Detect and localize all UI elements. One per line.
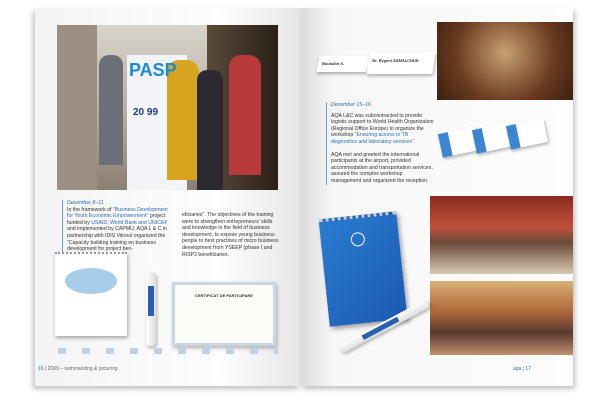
workshop-photo-2 <box>430 281 573 355</box>
right-page-number: 17 <box>525 366 531 372</box>
reception-photo <box>437 22 573 100</box>
right-footer: aqa | 17 <box>513 366 531 372</box>
right-date: December 15–16 <box>331 102 371 108</box>
footer-brand: aqa <box>513 366 522 372</box>
project-link[interactable]: "Business Development for Youth Economic Empowerment" <box>67 206 168 220</box>
workshop-link[interactable]: "Ensuring access to TB diagnostics and laboratory services". <box>331 132 416 145</box>
text: AQA met and greeted the international participants at the airport, provided accommodation and transportation services, assured the complex workshop management and organized the reception. <box>331 151 433 184</box>
footer-text: 2009 – summarizing & picturing <box>47 366 118 372</box>
name-card-1 <box>316 56 369 72</box>
name-card-2-text: Dr. Evgeni SAMALCHUK <box>372 58 420 63</box>
booklet-image <box>55 252 127 336</box>
left-page-number: 16 <box>38 366 44 372</box>
notebook-image <box>319 211 408 327</box>
workshop-photo-1 <box>430 196 573 274</box>
text: project funded by <box>67 213 166 226</box>
text: and implemented by CAPMU, AQA L & C in partnership with IDIS Viitorul organized the "Capacity building training on business development for project ben- <box>67 226 167 253</box>
name-card-1-text: Bousdan A. <box>321 61 345 66</box>
training-photo <box>57 25 278 190</box>
left-date: December 8–11 <box>67 200 104 206</box>
left-text-col2: eficiaries". The objectives of the training were to strengthen entrepreneurs' skills and knowledge in the field of business development, to expose young business people to best practices of micro business development from YSEEP (phase I and RISP2 beneficiaries. <box>182 212 279 258</box>
certificate-image <box>172 282 276 346</box>
name-card-2 <box>366 52 435 74</box>
pen-image <box>146 272 156 346</box>
banner-number: 20 99 <box>133 107 159 118</box>
right-text <box>326 102 434 185</box>
text: AQA L&C was subcontracted to provide logistic support to World Health Organization (Regional Office Europe) to organize the workshop <box>331 112 434 139</box>
text: In the framework of <box>67 206 113 213</box>
left-footer: 16 | 2009 – summarizing & picturing <box>38 366 118 372</box>
business-cards-image <box>440 118 552 166</box>
left-text-col1 <box>62 200 174 253</box>
banner-sign: PASP <box>129 60 177 80</box>
certificate-title: CERTIFICAT DE PARTICIPARE <box>195 293 253 298</box>
logos-strip <box>58 348 278 354</box>
funders-link[interactable]: USAID, World Bank and UNICEF <box>91 219 168 226</box>
